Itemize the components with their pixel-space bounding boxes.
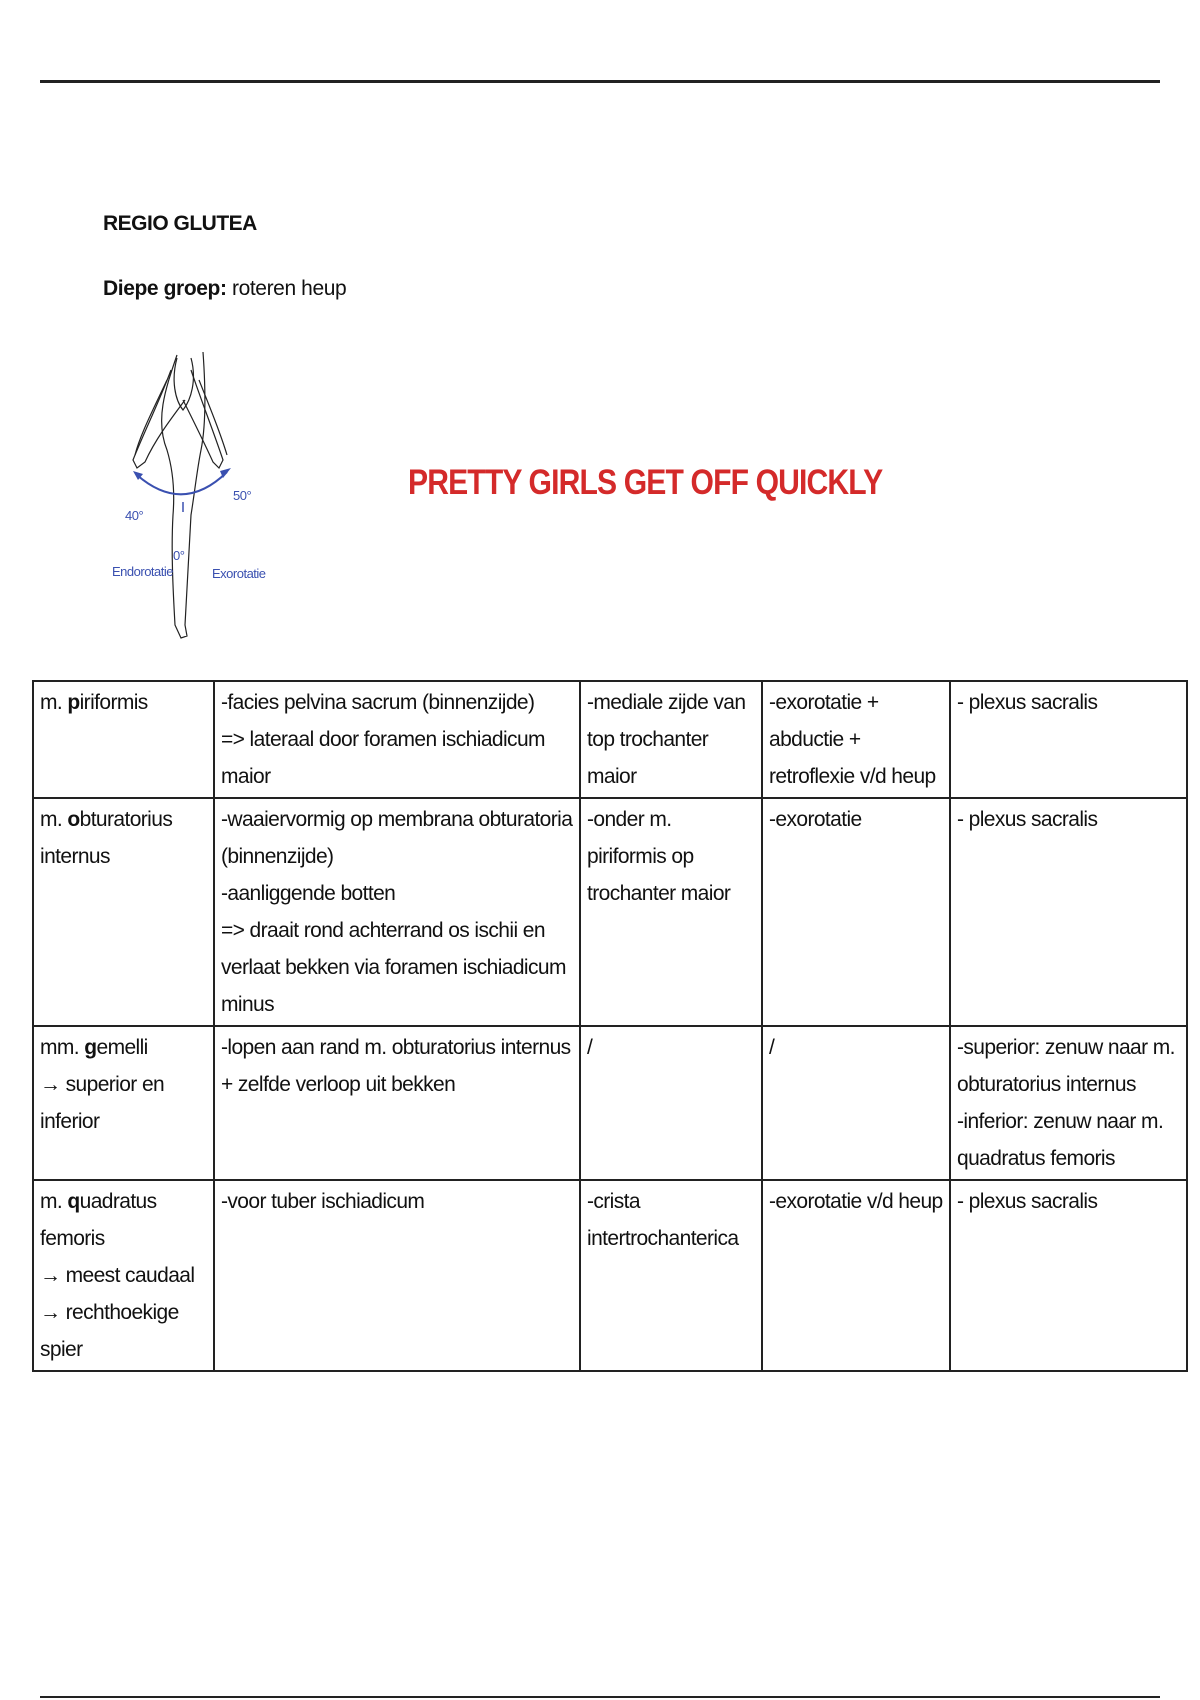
innervation-line: -superior: zenuw naar m. obturatorius internus [957, 1036, 1175, 1096]
muscle-name [40, 801, 207, 875]
muscle-name-cell [33, 1180, 214, 1371]
angle-label-endo: 40° [125, 508, 144, 523]
label-endorotatie: Endorotatie [112, 564, 173, 579]
insertion-line: -crista intertrochanterica [587, 1190, 739, 1250]
insertion-cell [580, 798, 762, 1026]
function-line: / [769, 1036, 775, 1059]
innervation-line: - plexus sacralis [957, 808, 1098, 831]
insertion-cell [580, 681, 762, 798]
innervation-line: - plexus sacralis [957, 691, 1098, 714]
innervation-line: - plexus sacralis [957, 1190, 1098, 1213]
muscle-name-cell [33, 681, 214, 798]
muscle-name-rest: emelli [96, 1036, 148, 1059]
section-subtitle [103, 277, 346, 301]
subtitle-text: roteren heup [226, 277, 347, 300]
muscle-prefix: m. [40, 691, 68, 714]
subtitle-bold: Diepe groep: [103, 277, 227, 300]
muscle-prefix: m. [40, 808, 68, 831]
muscle-name [40, 1183, 207, 1257]
muscle-note: → meest caudaal [40, 1264, 195, 1287]
mnemonic-text: PRETTY GIRLS GET OFF QUICKLY [408, 463, 883, 502]
muscle-prefix: mm. [40, 1036, 85, 1059]
top-rule [40, 80, 1160, 83]
muscle-prefix: m. [40, 1190, 68, 1213]
insertion-cell [580, 1026, 762, 1180]
muscle-name [40, 684, 207, 721]
bottom-rule [40, 1696, 1160, 1698]
innervation-cell [950, 681, 1187, 798]
origin-line: -facies pelvina sacrum (binnenzijde) [221, 691, 535, 714]
muscle-name-rest: iriformis [79, 691, 148, 714]
insertion-cell [580, 1180, 762, 1371]
muscle-name-cell [33, 798, 214, 1026]
origin-line: -voor tuber ischiadicum [221, 1190, 425, 1213]
angle-label-exo: 50° [233, 488, 252, 503]
label-exorotatie: Exorotatie [212, 566, 266, 581]
origin-cell [214, 798, 580, 1026]
table-row [33, 798, 1187, 1026]
insertion-line: -mediale zijde van top trochanter maior [587, 691, 746, 788]
muscle-name-rest: bturatorius internus [40, 808, 173, 868]
origin-line: -aanliggende botten [221, 882, 396, 905]
muscle-name [40, 1029, 207, 1066]
function-line: -exorotatie [769, 808, 862, 831]
table-row [33, 681, 1187, 798]
origin-cell [214, 681, 580, 798]
muscle-mnemonic-letter: p [67, 691, 80, 714]
origin-line: => draait rond achterrand os ischii en verlaat bekken via foramen ischiadicum minus [221, 919, 566, 1016]
function-cell [762, 681, 950, 798]
origin-line: -lopen aan rand m. obturatorius internus + zelfde verloop uit bekken [221, 1036, 571, 1096]
muscle-mnemonic-letter: o [67, 808, 80, 831]
origin-cell [214, 1180, 580, 1371]
angle-label-zero: 0° [173, 548, 185, 563]
muscle-mnemonic-letter: g [84, 1036, 97, 1059]
muscle-name-cell [33, 1026, 214, 1180]
innervation-cell [950, 798, 1187, 1026]
muscle-name-rest: uadratus femoris [40, 1190, 157, 1250]
table-row [33, 1180, 1187, 1371]
innervation-cell [950, 1180, 1187, 1371]
hip-rotation-figure [105, 350, 275, 645]
origin-line: -waaiervormig op membrana obturatoria (binnenzijde) [221, 808, 573, 868]
muscle-note: → rechthoekige spier [40, 1301, 179, 1361]
function-line: -exorotatie v/d heup [769, 1190, 943, 1213]
insertion-line: / [587, 1036, 593, 1059]
muscle-mnemonic-letter: q [67, 1190, 80, 1213]
origin-line: => lateraal door foramen ischiadicum maior [221, 728, 545, 788]
insertion-line: -onder m. piriformis op trochanter maior [587, 808, 731, 905]
muscle-note: → superior en inferior [40, 1073, 165, 1133]
function-cell [762, 1180, 950, 1371]
muscle-table [32, 680, 1188, 1372]
origin-cell [214, 1026, 580, 1180]
function-cell [762, 1026, 950, 1180]
function-line: -exorotatie + abductie + retroflexie v/d heup [769, 691, 936, 788]
function-cell [762, 798, 950, 1026]
innervation-line: -inferior: zenuw naar m. quadratus femoris [957, 1110, 1164, 1170]
table-row [33, 1026, 1187, 1180]
page-title: REGIO GLUTEA [103, 212, 257, 235]
innervation-cell [950, 1026, 1187, 1180]
muscle-table-body [33, 681, 1187, 1371]
